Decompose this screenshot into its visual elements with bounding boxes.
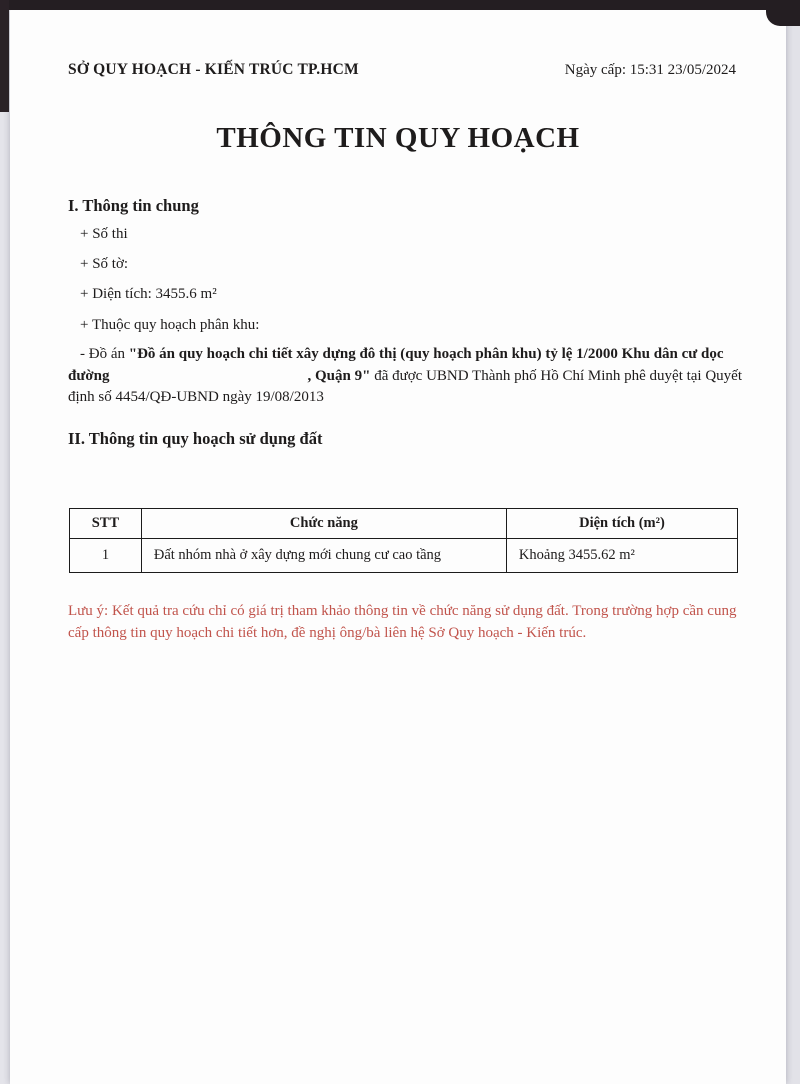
info-item-zone-plan: + Thuộc quy hoạch phân khu: xyxy=(80,317,260,333)
plan-paragraph xyxy=(68,344,742,409)
table-cell-area: Khoảng 3455.62 m² xyxy=(506,539,737,573)
plan-paragraph-bold-district: , Quận 9" xyxy=(307,367,371,384)
table-header-stt: STT xyxy=(70,509,142,539)
info-item-area: + Diện tích: 3455.6 m² xyxy=(80,286,217,302)
redacted-street-gap xyxy=(110,379,308,380)
info-item-sheet-number: + Số tờ: xyxy=(80,256,129,272)
photo-edge-left xyxy=(0,0,10,1084)
org-name: SỞ QUY HOẠCH - KIẾN TRÚC TP.HCM xyxy=(68,61,359,78)
photo-edge-right xyxy=(786,0,800,1084)
table-row xyxy=(70,539,738,573)
section-2-heading: II. Thông tin quy hoạch sử dụng đất xyxy=(68,429,323,448)
table-cell-stt: 1 xyxy=(70,539,142,573)
planning-table xyxy=(69,508,738,573)
plan-paragraph-prefix: - Đồ án xyxy=(80,346,129,362)
table-header-function: Chức năng xyxy=(141,509,506,539)
note-text: Lưu ý: Kết quả tra cứu chỉ có giá trị tham khảo thông tin về chức năng sử dụng đất. Trong trường hợp cần cung cấp thông tin quy hoạch chi tiết hơn, đề nghị ông/bà liên hệ Sở Quy hoạch - Kiến trúc. xyxy=(68,603,737,641)
issue-date: Ngày cấp: 15:31 23/05/2024 xyxy=(564,62,736,78)
table-cell-function: Đất nhóm nhà ở xây dựng mới chung cư cao tầng xyxy=(141,539,506,573)
page-title: THÔNG TIN QUY HOẠCH xyxy=(216,122,580,154)
photo-frame-corner-right xyxy=(766,0,800,26)
photo-frame-top xyxy=(0,0,800,10)
section-1-heading: I. Thông tin chung xyxy=(68,196,199,215)
plan-paragraph-bold-project: "Đồ án quy hoạch chi tiết xây dựng đô thị (quy hoạch phân khu) tỷ lệ 1/2000 Khu dân cư dọc đường xyxy=(68,346,724,384)
plan-paragraph-suffix: đã được UBND Thành phố Hồ Chí Minh phê duyệt tại Quyết định số 4454/QĐ-UBND ngày 19/08/2013 xyxy=(68,367,743,405)
info-item-plot-number: + Số thi xyxy=(80,226,128,242)
table-header-area: Diện tích (m²) xyxy=(506,509,737,539)
photo-frame-corner-left xyxy=(0,0,9,112)
table-header-row xyxy=(70,509,738,539)
